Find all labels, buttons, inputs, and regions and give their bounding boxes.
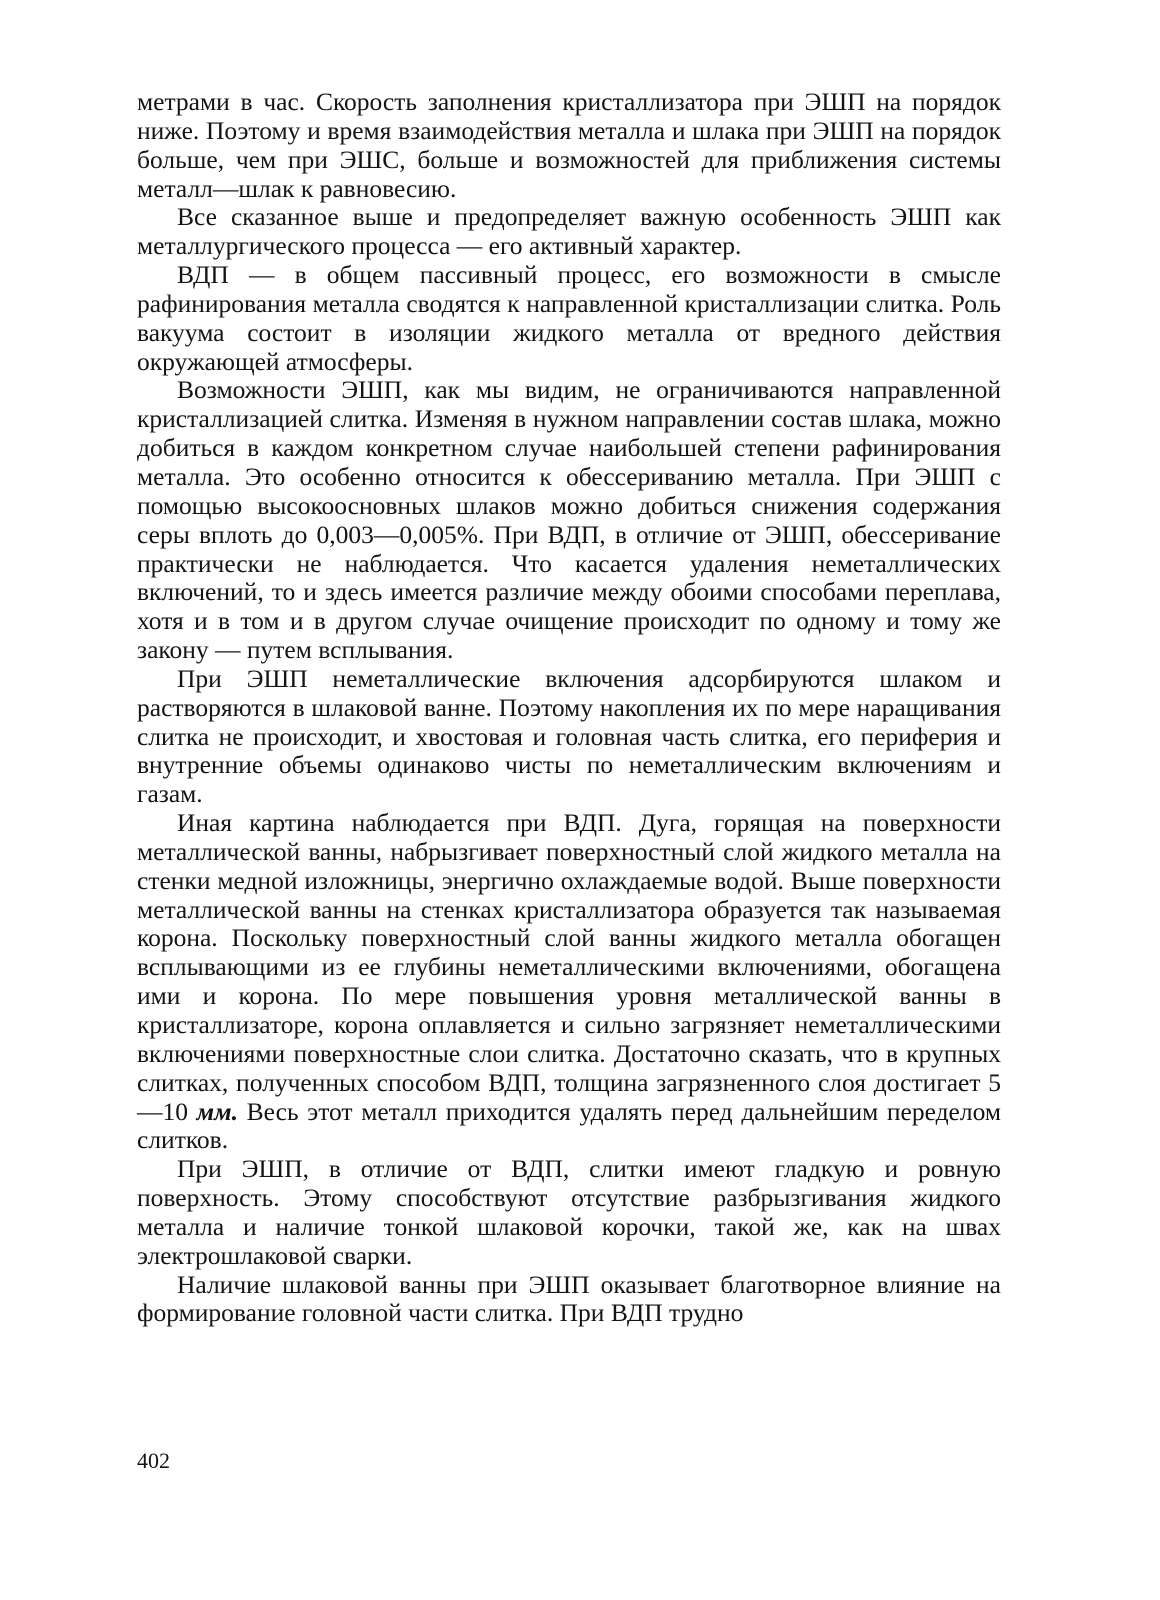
paragraph-7: При ЭШП, в отличие от ВДП, слитки имеют гладкую и ровную поверхность. Этому способствуют отсутствие разбрызгивания жидкого металла и наличие тонкой шлаковой корочки, такой же, как на швах электрошлаковой сварки. bbox=[137, 1154, 1001, 1270]
paragraph-1: метрами в час. Скорость заполнения кристаллизатора при ЭШП на порядок ниже. Поэтому и время взаимодействия металла и шлака при ЭШП на порядок больше, чем при ЭШС, больше и возможностей для приближения системы металл—шлак к равновесию. bbox=[137, 87, 1001, 203]
paragraph-5: При ЭШП неметаллические включения адсорбируются шлаком и растворяются в шлаковой ванне. Поэтому накопления их по мере наращивания слитка не происходит, и хвостовая и головная часть слитка, его периферия и внутренние объемы одинаково чисты по неметаллическим включениям и газам. bbox=[137, 663, 1001, 809]
paragraph-8: Наличие шлаковой ванны при ЭШП оказывает благотворное влияние на формирование головной части слитка. При ВДП трудно bbox=[137, 1269, 1001, 1328]
page-text bbox=[137, 88, 1001, 1328]
page-number: 402 bbox=[137, 1448, 170, 1473]
unit-mm: мм. bbox=[196, 1096, 238, 1126]
paragraph-4: Возможности ЭШП, как мы видим, не ограничиваются направленной кристаллизацией слитка. Изменяя в нужном направлении состав шлака, можно добиться в каждом конкретном случае наибольшей степени рафинирования металла. Это особенно относится к обессериванию металла. При ЭШП с помощью высокоосновных шлаков можно добиться снижения содержания серы вплоть до 0,003—0,005%. При ВДП, в отличие от ЭШП, обессеривание практически не наблюдается. Что касается удаления неметаллических включений, то и здесь имеется различие между обоими способами переплава, хотя и в том и в другом случае очищение происходит по одному и тому же закону — путем всплывания. bbox=[137, 375, 1001, 665]
paragraph-3: ВДП — в общем пассивный процесс, его возможности в смысле рафинирования металла сводятся к направленной кристаллизации слитка. Роль вакуума состоит в изоляции жидкого металла от вредного действия окружающей атмосферы. bbox=[137, 260, 1001, 376]
paragraph-6-text: Иная картина наблюдается при ВДП. Дуга, горящая на поверхности металлической ванны, набрызгивает поверхностный слой жидкого металла на стенки медной изложницы, энергично охлаждаемые водой. Выше поверхности металлической ванны на стенках кристаллизатора образуется так называемая корона. Поскольку поверхностный слой ванны жидкого металла обогащен всплывающими из ее глубины неметаллическими включениями, обогащена ими и корона. По мере повышения уровня металлической ванны в кристаллизаторе, корона оплавляется и сильно загрязняет неметаллическими включениями поверхностные слои слитка. Достаточно сказать, что в крупных слитках, полученных способом ВДП, толщина загрязненного слоя достигает 5—10 bbox=[137, 808, 1001, 1126]
paragraph-2: Все сказанное выше и предопределяет важную особенность ЭШП как металлургического процесса — его активный характер. bbox=[137, 202, 1001, 261]
paragraph-6 bbox=[137, 809, 1001, 1155]
paragraph-6-tail: Весь этот металл приходится удалять перед дальнейшим переделом слитков. bbox=[137, 1096, 1002, 1155]
